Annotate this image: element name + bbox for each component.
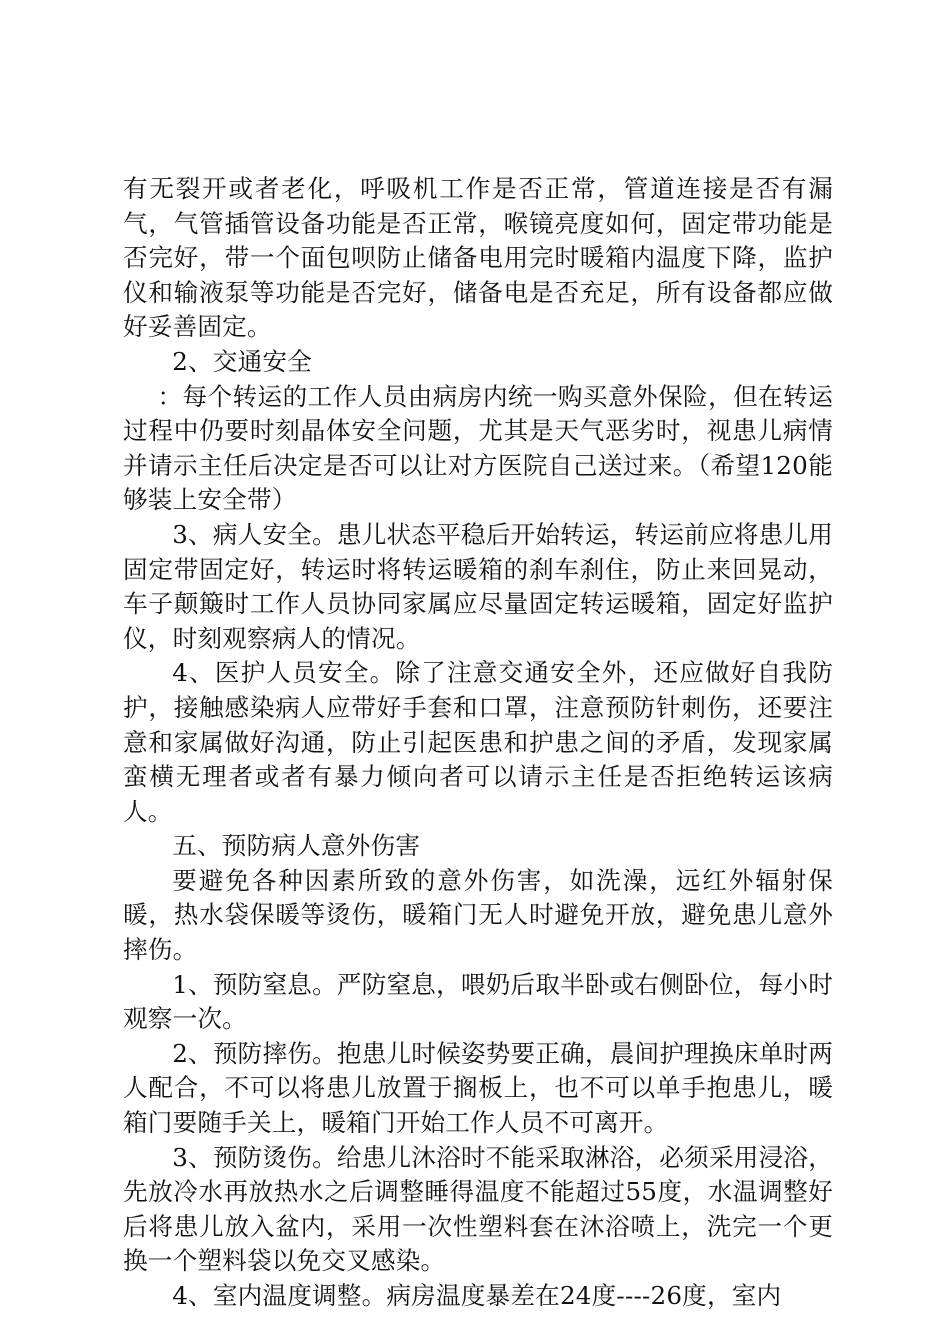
document-body bbox=[123, 172, 833, 1314]
paragraph-staff-safety: 4、医护人员安全。除了注意交通安全外，还应做好自我防护，接触感染病人应带好手套和口罩，注意预防针刺伤，还要注意和家属做好沟通，防止引起医患和护患之间的矛盾，发现家属蛮横无理者或者有暴力倾向者可以请示主任是否拒绝转运该病人。 bbox=[123, 658, 833, 826]
paragraph-traffic-safety: ：每个转运的工作人员由病房内统一购买意外保险，但在转运过程中仍要时刻晶体安全问题，尤其是天气恶劣时，视患儿病情并请示主任后决定是否可以让对方医院自己送过来。（希望120能够装上安全带） bbox=[123, 381, 833, 515]
paragraph-prevent-burns: 3、预防烫伤。给患儿沐浴时不能采取淋浴，必须采用浸浴，先放冷水再放热水之后调整睡得温度不能超过55度，水温调整好后将患儿放入盆内，采用一次性塑料套在沐浴喷上，洗完一个更换一个塑料袋以免交叉感染。 bbox=[123, 1142, 833, 1276]
paragraph-equipment-check: 有无裂开或者老化，呼吸机工作是否正常，管道连接是否有漏气，气管插管设备功能是否正常，喉镜亮度如何，固定带功能是否完好，带一个面包呗防止储备电用完时暖箱内温度下降，监护仪和输液泵等功能是否完好，储备电是否充足，所有设备都应做好妥善固定。 bbox=[123, 174, 833, 342]
heading-traffic-safety: 2、交通安全 bbox=[172, 346, 313, 376]
paragraph-patient-safety: 3、病人安全。患儿状态平稳后开始转运，转运前应将患儿用固定带固定好，转运时将转运暖箱的刹车刹住，防止来回晃动，车子颠簸时工作人员协同家属应尽量固定转运暖箱，固定好监护仪，时刻观察病人的情况。 bbox=[123, 519, 833, 653]
paragraph-room-temperature: 4、室内温度调整。病房温度暴差在24度----26度，室内 bbox=[172, 1281, 782, 1310]
heading-prevent-injury: 五、预防病人意外伤害 bbox=[172, 831, 421, 861]
paragraph-prevent-falls: 2、预防摔伤。抱患儿时候姿势要正确，晨间护理换床单时两人配合，不可以将患儿放置于搁板上，也不可以单手抱患儿，暖箱门要随手关上，暖箱门开始工作人员不可离开。 bbox=[123, 1038, 833, 1138]
paragraph-prevent-suffocation: 1、预防窒息。严防窒息，喂奶后取半卧或右侧卧位，每小时观察一次。 bbox=[123, 969, 833, 1034]
paragraph-prevent-injury: 要避免各种因素所致的意外伤害，如洗澡，远红外辐射保暖，热水袋保暖等烫伤，暖箱门无人时避免开放，避免患儿意外摔伤。 bbox=[123, 865, 833, 965]
